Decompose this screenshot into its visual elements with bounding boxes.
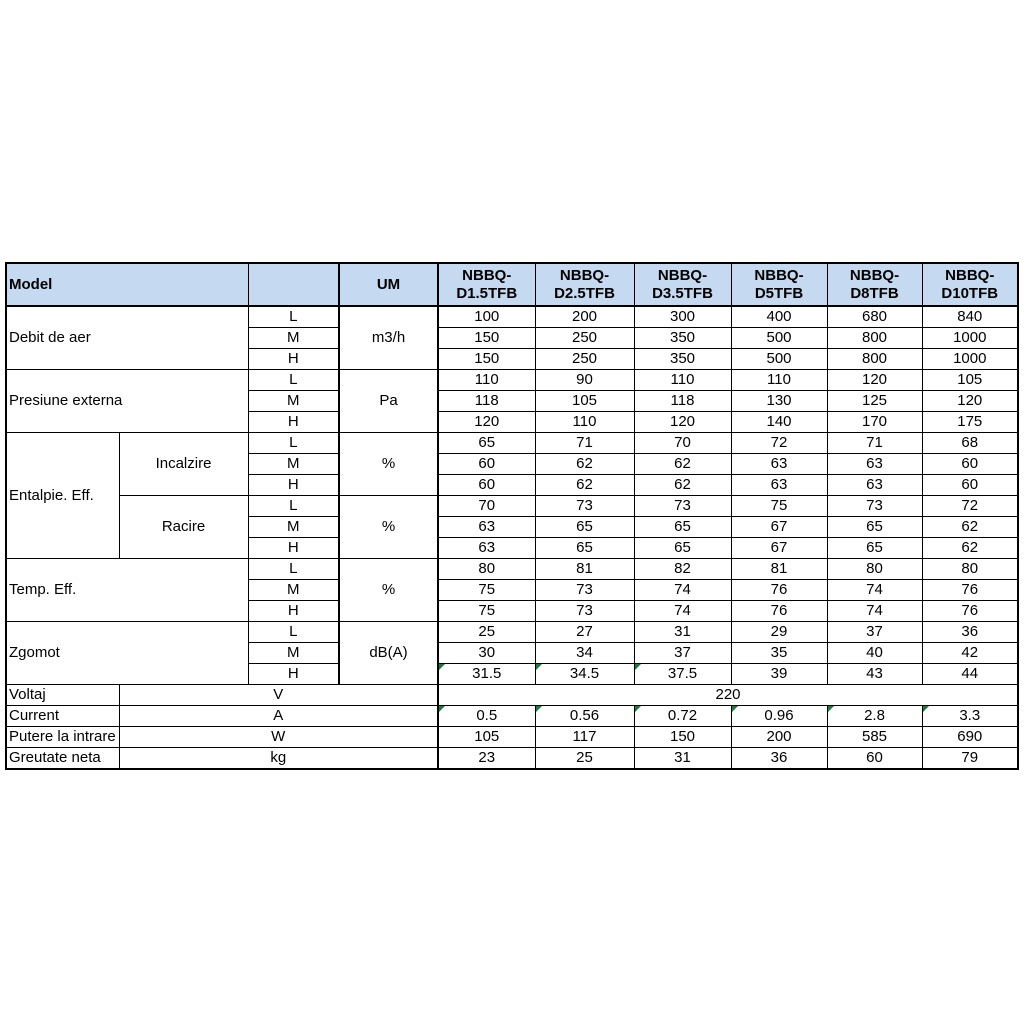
debit-level: L	[248, 306, 339, 328]
presiune-value: 120	[438, 412, 535, 433]
presiune-value: 120	[634, 412, 731, 433]
incalzire-value: 62	[634, 475, 731, 496]
debit-value: 100	[438, 306, 535, 328]
current-value: 0.96	[731, 706, 827, 727]
debit-value: 800	[827, 328, 922, 349]
greutate-value: 23	[438, 748, 535, 770]
presiune-level: H	[248, 412, 339, 433]
temp-value: 75	[438, 601, 535, 622]
table-row	[6, 748, 1018, 770]
racire-value: 65	[634, 538, 731, 559]
racire-value: 73	[827, 496, 922, 517]
incalzire-value: 65	[438, 433, 535, 454]
presiune-value: 110	[731, 370, 827, 391]
greutate-value: 60	[827, 748, 922, 770]
greutate-value: 79	[922, 748, 1018, 770]
incalzire-value: 60	[438, 454, 535, 475]
incalzire-value: 62	[535, 454, 634, 475]
incalzire-value: 60	[922, 454, 1018, 475]
racire-level: L	[248, 496, 339, 517]
header-model-3	[634, 263, 731, 306]
entalpie-label: Entalpie. Eff.	[6, 433, 119, 559]
model-3-line-2: D3.5TFB	[652, 284, 713, 302]
racire-value: 73	[634, 496, 731, 517]
incalzire-value: 63	[827, 475, 922, 496]
presiune-value: 130	[731, 391, 827, 412]
racire-value: 67	[731, 517, 827, 538]
zgomot-um: dB(A)	[339, 622, 438, 685]
racire-value: 65	[827, 538, 922, 559]
model-6-line-1: NBBQ-	[945, 266, 995, 284]
racire-value: 62	[922, 538, 1018, 559]
table-row	[6, 559, 1018, 580]
zgomot-value: 40	[827, 643, 922, 664]
zgomot-value: 42	[922, 643, 1018, 664]
racire-value: 63	[438, 538, 535, 559]
temp-value: 74	[634, 580, 731, 601]
racire-value: 62	[922, 517, 1018, 538]
debit-value: 400	[731, 306, 827, 328]
incalzire-level: M	[248, 454, 339, 475]
incalzire-label: Incalzire	[119, 433, 248, 496]
racire-value: 70	[438, 496, 535, 517]
header-model-6	[922, 263, 1018, 306]
racire-value: 75	[731, 496, 827, 517]
incalzire-level: L	[248, 433, 339, 454]
debit-level: H	[248, 349, 339, 370]
current-value: 0.5	[438, 706, 535, 727]
model-5-line-2: D8TFB	[850, 284, 899, 302]
putere-value: 200	[731, 727, 827, 748]
table-row	[6, 622, 1018, 643]
voltaj-um: V	[119, 685, 438, 706]
debit-value: 680	[827, 306, 922, 328]
racire-um: %	[339, 496, 438, 559]
incalzire-value: 62	[634, 454, 731, 475]
temp-value: 74	[827, 601, 922, 622]
zgomot-value: 37	[634, 643, 731, 664]
temp-value: 76	[922, 601, 1018, 622]
greutate-value: 25	[535, 748, 634, 770]
incalzire-value: 60	[922, 475, 1018, 496]
presiune-value: 110	[535, 412, 634, 433]
debit-value: 350	[634, 328, 731, 349]
debit-value: 150	[438, 328, 535, 349]
racire-value: 73	[535, 496, 634, 517]
temp-value: 74	[827, 580, 922, 601]
zgomot-value: 37	[827, 622, 922, 643]
table-row	[6, 706, 1018, 727]
current-um: A	[119, 706, 438, 727]
temp-value: 82	[634, 559, 731, 580]
putere-value: 117	[535, 727, 634, 748]
temp-value: 74	[634, 601, 731, 622]
incalzire-um: %	[339, 433, 438, 496]
header-model-4	[731, 263, 827, 306]
temp-level: M	[248, 580, 339, 601]
voltaj-label: Voltaj	[6, 685, 119, 706]
model-2-line-1: NBBQ-	[559, 266, 610, 284]
temp-value: 76	[731, 601, 827, 622]
table-row	[6, 370, 1018, 391]
table-row	[6, 306, 1018, 328]
debit-label: Debit de aer	[6, 306, 248, 370]
incalzire-value: 72	[731, 433, 827, 454]
current-value: 3.3	[922, 706, 1018, 727]
incalzire-value: 63	[731, 475, 827, 496]
zgomot-value: 34	[535, 643, 634, 664]
presiune-level: L	[248, 370, 339, 391]
putere-um: W	[119, 727, 438, 748]
greutate-um: kg	[119, 748, 438, 770]
presiune-value: 118	[438, 391, 535, 412]
temp-value: 80	[827, 559, 922, 580]
header-um-spacer	[248, 263, 339, 306]
temp-level: L	[248, 559, 339, 580]
debit-value: 250	[535, 349, 634, 370]
presiune-value: 118	[634, 391, 731, 412]
model-4-line-2: D5TFB	[754, 284, 804, 302]
model-1-line-1: NBBQ-	[462, 266, 512, 284]
voltaj-value: 220	[438, 685, 1018, 706]
zgomot-value: 30	[438, 643, 535, 664]
incalzire-value: 68	[922, 433, 1018, 454]
racire-level: H	[248, 538, 339, 559]
table-row	[6, 496, 1018, 517]
current-value: 0.56	[535, 706, 634, 727]
table-body	[6, 306, 1018, 769]
temp-value: 75	[438, 580, 535, 601]
incalzire-value: 62	[535, 475, 634, 496]
current-value: 0.72	[634, 706, 731, 727]
zgomot-value: 34.5	[535, 664, 634, 685]
debit-level: M	[248, 328, 339, 349]
zgomot-value: 37.5	[634, 664, 731, 685]
header-model-1	[438, 263, 535, 306]
racire-value: 72	[922, 496, 1018, 517]
incalzire-level: H	[248, 475, 339, 496]
debit-value: 350	[634, 349, 731, 370]
debit-value: 250	[535, 328, 634, 349]
header-model-2	[535, 263, 634, 306]
zgomot-level: L	[248, 622, 339, 643]
putere-value: 150	[634, 727, 731, 748]
racire-label: Racire	[119, 496, 248, 559]
model-4-line-1: NBBQ-	[754, 266, 804, 284]
putere-value: 690	[922, 727, 1018, 748]
debit-value: 300	[634, 306, 731, 328]
zgomot-label: Zgomot	[6, 622, 248, 685]
incalzire-value: 63	[731, 454, 827, 475]
zgomot-value: 25	[438, 622, 535, 643]
zgomot-value: 44	[922, 664, 1018, 685]
presiune-value: 110	[634, 370, 731, 391]
zgomot-value: 43	[827, 664, 922, 685]
racire-value: 63	[438, 517, 535, 538]
incalzire-value: 70	[634, 433, 731, 454]
presiune-level: M	[248, 391, 339, 412]
header-um: UM	[339, 263, 438, 306]
debit-value: 1000	[922, 349, 1018, 370]
table-row	[6, 727, 1018, 748]
debit-value: 500	[731, 349, 827, 370]
presiune-value: 175	[922, 412, 1018, 433]
presiune-value: 120	[827, 370, 922, 391]
temp-value: 80	[438, 559, 535, 580]
greutate-label: Greutate neta	[6, 748, 119, 770]
incalzire-value: 71	[827, 433, 922, 454]
zgomot-value: 35	[731, 643, 827, 664]
debit-value: 800	[827, 349, 922, 370]
temp-value: 80	[922, 559, 1018, 580]
zgomot-value: 31.5	[438, 664, 535, 685]
temp-value: 73	[535, 580, 634, 601]
temp-value: 81	[535, 559, 634, 580]
racire-level: M	[248, 517, 339, 538]
model-2-line-2: D2.5TFB	[554, 284, 615, 302]
putere-label: Putere la intrare	[6, 727, 119, 748]
presiune-value: 125	[827, 391, 922, 412]
temp-level: H	[248, 601, 339, 622]
current-label: Current	[6, 706, 119, 727]
zgomot-level: M	[248, 643, 339, 664]
putere-value: 105	[438, 727, 535, 748]
presiune-value: 105	[535, 391, 634, 412]
model-1-line-2: D1.5TFB	[456, 284, 518, 302]
zgomot-value: 29	[731, 622, 827, 643]
racire-value: 65	[535, 538, 634, 559]
putere-value: 585	[827, 727, 922, 748]
model-5-line-1: NBBQ-	[849, 266, 900, 284]
incalzire-value: 60	[438, 475, 535, 496]
model-3-line-1: NBBQ-	[657, 266, 708, 284]
zgomot-value: 27	[535, 622, 634, 643]
temp-value: 81	[731, 559, 827, 580]
debit-value: 840	[922, 306, 1018, 328]
debit-value: 1000	[922, 328, 1018, 349]
table-row	[6, 433, 1018, 454]
current-value: 2.8	[827, 706, 922, 727]
presiune-value: 120	[922, 391, 1018, 412]
racire-value: 65	[827, 517, 922, 538]
debit-value: 500	[731, 328, 827, 349]
header-model-5	[827, 263, 922, 306]
header-model: Model	[6, 263, 248, 306]
temp-um: %	[339, 559, 438, 622]
racire-value: 65	[634, 517, 731, 538]
temp-value: 73	[535, 601, 634, 622]
temp-value: 76	[731, 580, 827, 601]
incalzire-value: 63	[827, 454, 922, 475]
presiune-um: Pa	[339, 370, 438, 433]
greutate-value: 36	[731, 748, 827, 770]
debit-value: 150	[438, 349, 535, 370]
temp-value: 76	[922, 580, 1018, 601]
incalzire-value: 71	[535, 433, 634, 454]
presiune-value: 110	[438, 370, 535, 391]
model-6-line-2: D10TFB	[941, 284, 999, 302]
presiune-value: 170	[827, 412, 922, 433]
zgomot-level: H	[248, 664, 339, 685]
racire-value: 67	[731, 538, 827, 559]
table-row	[6, 685, 1018, 706]
temp-label: Temp. Eff.	[6, 559, 248, 622]
presiune-value: 140	[731, 412, 827, 433]
presiune-value: 105	[922, 370, 1018, 391]
presiune-value: 90	[535, 370, 634, 391]
debit-um: m3/h	[339, 306, 438, 370]
zgomot-value: 31	[634, 622, 731, 643]
header-row	[6, 263, 1018, 306]
spec-table	[5, 262, 1019, 770]
racire-value: 65	[535, 517, 634, 538]
greutate-value: 31	[634, 748, 731, 770]
zgomot-value: 36	[922, 622, 1018, 643]
zgomot-value: 39	[731, 664, 827, 685]
presiune-label: Presiune externa	[6, 370, 248, 433]
debit-value: 200	[535, 306, 634, 328]
